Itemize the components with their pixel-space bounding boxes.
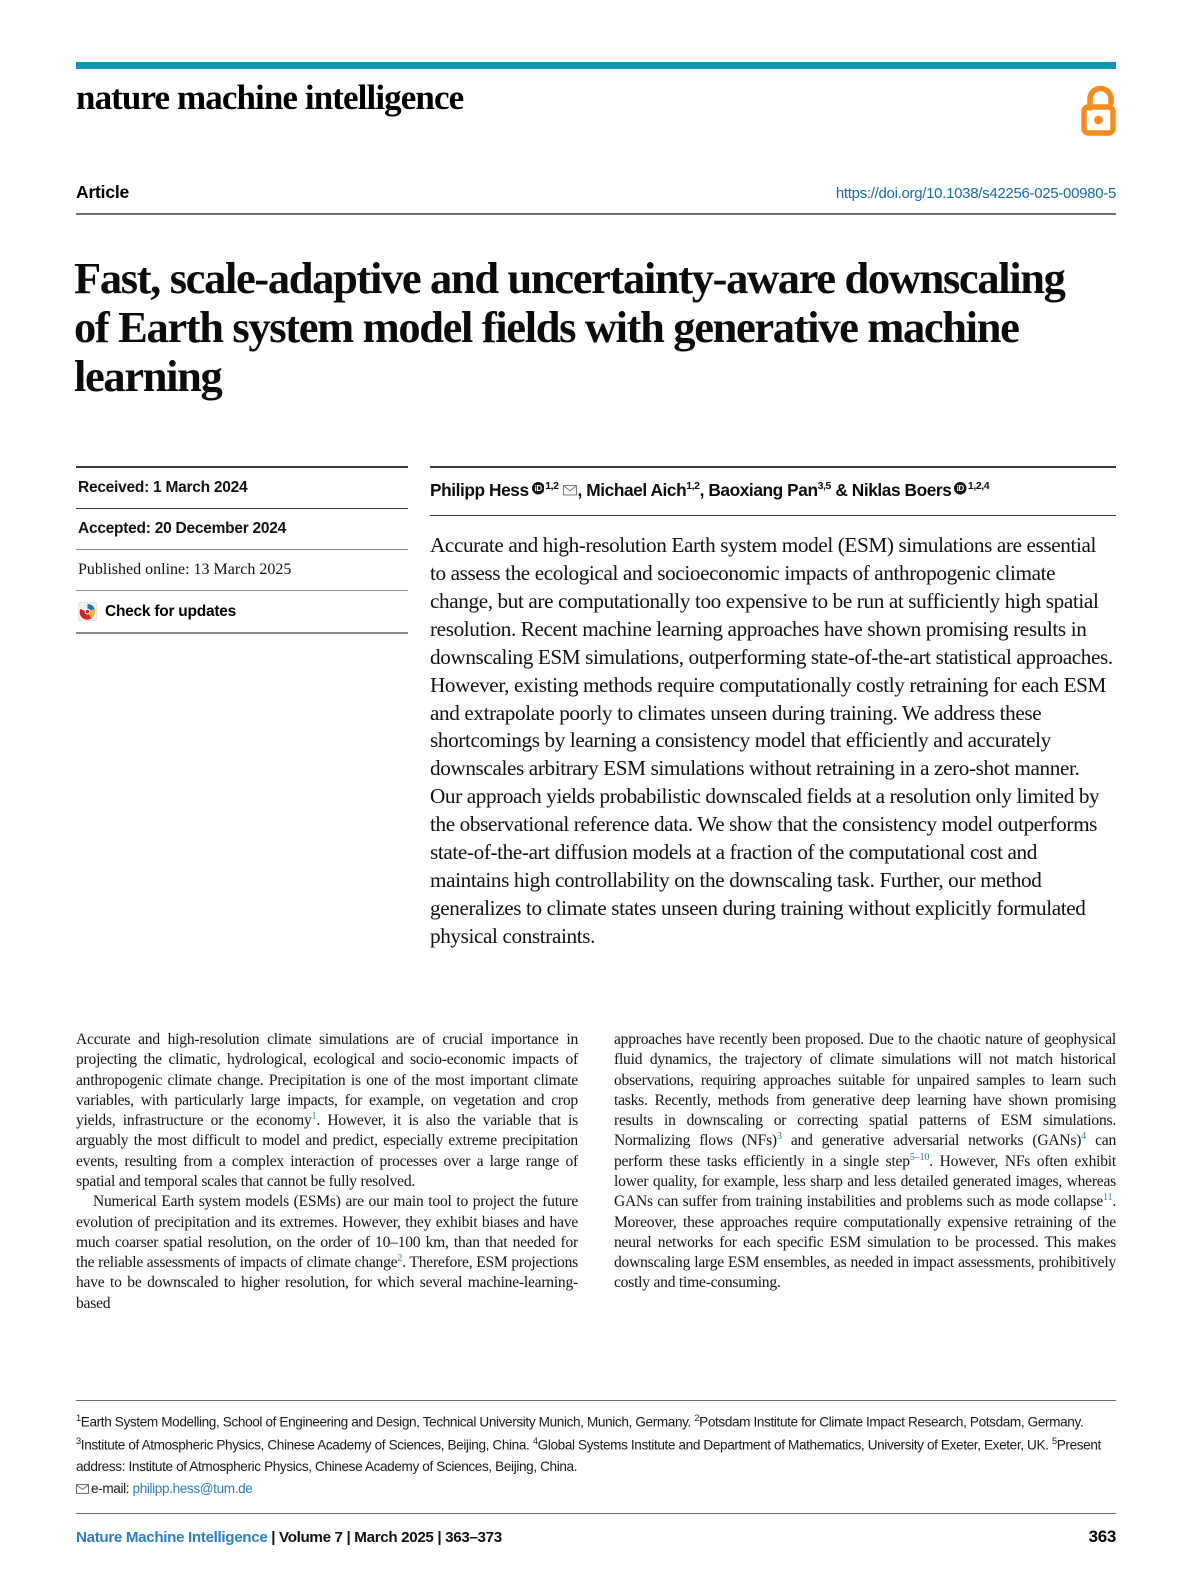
received-date: Received: 1 March 2024 (78, 478, 248, 496)
footer-journal-name[interactable]: Nature Machine Intelligence (76, 1529, 268, 1546)
email-label: e-mail: (91, 1481, 133, 1497)
author-sup-3: 3,5 (817, 479, 831, 492)
article-doi-row (76, 182, 1116, 203)
page-footer (76, 1527, 1116, 1547)
author-name-1: Philipp Hess (430, 479, 529, 500)
journal-masthead: nature machine intelligence (76, 78, 464, 117)
para-3-text-e: . Moreover, these approaches require computationally expensive retraining of the neural networks for each specific ESM simulation to be processed. This makes downscaling large ESM ensembles, as needed in impact assessments, prohibitively costly and time-consuming. (614, 1193, 1116, 1292)
affiliations-block (76, 1411, 1120, 1500)
affiliation-sup-5: 5 (1051, 1435, 1057, 1446)
para-1-text-a: Accurate and high-resolution climate simulations are of crucial importance in projecting the climatic, hydrological, ecological and socio-economic impacts of anthropogenic climate change. Precipitation is one of the most important climate variables, with particularly large impacts, for example, on vegetation and crop yields, infrastructure or the economy (76, 1031, 578, 1130)
email-link[interactable]: philipp.hess@tum.de (132, 1481, 253, 1497)
author-sup-1: 1,2 (545, 479, 559, 492)
para-3-text-b: and generative adversarial networks (GANs) (781, 1132, 1082, 1150)
envelope-icon (76, 1484, 89, 1494)
footer-divider (76, 1513, 1116, 1514)
author-sup-4: 1,2,4 (967, 479, 990, 492)
reference-marker[interactable]: 5–10 (909, 1151, 930, 1163)
author-name-3: , Baoxiang Pan (699, 479, 818, 500)
page-number: 363 (1088, 1527, 1116, 1546)
header-divider (76, 213, 1116, 215)
reference-marker[interactable]: 1 (311, 1110, 317, 1122)
check-for-updates-label: Check for updates (105, 602, 236, 620)
abstract-text: Accurate and high-resolution Earth system model (ESM) simulations are essential to assess the ecological and socioeconomic impacts of anthropogenic climate change, but are computationally too expensive to be run at sufficiently high spatial resolution. Recent machine learning approaches have shown promising results in downscaling ESM simulations, outperforming state-of-the-art statistical approaches. However, existing methods require computationally costly retraining for each ESM and extrapolate poorly to climates unseen during training. We address these shortcomings by learning a consistency model that efficiently and accurately downscales arbitrary ESM simulations without retraining in a zero-shot manner. Our approach yields probabilistic downscaled fields at a resolution only limited by the observational reference data. We show that the consistency model outperforms state-of-the-art diffusion models at a fraction of the computational cost and maintains high controllability on the downscaling task. Further, our method generalizes to climate states unseen during training without explicitly formulated physical constraints. (430, 533, 1113, 948)
affiliation-2: Potsdam Institute for Climate Impact Research, Potsdam, Germany. (699, 1414, 1084, 1430)
affiliation-sup-1: 1 (76, 1413, 81, 1423)
envelope-icon[interactable] (563, 485, 577, 496)
affiliation-sup-2: 2 (694, 1413, 700, 1423)
accepted-date: Accepted: 20 December 2024 (78, 520, 287, 537)
svg-text:iD: iD (534, 484, 542, 494)
affiliation-1: Earth System Modelling, School of Engineering and Design, Technical University Munich, Munich, Germany. (80, 1414, 695, 1430)
paragraph-intro-3 (614, 1030, 1116, 1294)
open-access-lock-icon (1080, 84, 1122, 136)
para-3-text-a: approaches have recently been proposed. Due to the chaotic nature of geophysical fluid dynamics, the trajectory of climate simulations will not match historical observations, requiring approaches suitable for unpaired samples to learn such tasks. Recently, methods from generative deep learning have shown promising results in downscaling or correcting spatial patterns of ESM simulations. Normalizing flows (NFs) (614, 1031, 1116, 1150)
paragraph-intro-1 (76, 1030, 578, 1192)
footer-volume-pages: | Volume 7 | March 2025 | 363–373 (267, 1529, 502, 1546)
reference-marker[interactable]: 3 (776, 1131, 782, 1143)
para-2-text-a: Numerical Earth system models (ESMs) are our main tool to project the future evolution of precipitation and its extremes. However, they exhibit biases and have much coarser spatial resolution, on the order of 10–100 km, than that needed for the reliable assessments of impacts of climate change (76, 1193, 578, 1272)
para-3-text-d: . However, NFs often exhibit lower quality, for example, less sharp and less detailed generated images, whereas GANs can suffer from training instabilities and problems such as mode collapse (614, 1152, 1116, 1211)
svg-text:iD: iD (957, 484, 965, 494)
para-1-text-b: . However, it is also the variable that is arguably the most difficult to model and predict, especially extreme precipitation events, resulting from a complex interaction of processes over a large range of spatial and temporal scales that cannot be fully resolved. (76, 1112, 578, 1190)
masthead-rule (76, 62, 1116, 69)
footer-citation (76, 1529, 502, 1546)
author-sup-2: 1,2 (686, 479, 700, 492)
reference-marker[interactable]: 11 (1102, 1192, 1113, 1204)
body-columns (76, 1030, 1116, 1314)
check-for-updates-button[interactable] (76, 591, 408, 632)
page-title: Fast, scale-adaptive and uncertainty-aware downscaling of Earth system model fields with generative machine learning (74, 252, 1065, 402)
author-list (430, 468, 1116, 515)
affiliation-3: Institute of Atmospheric Physics, Chinese Academy of Sciences, Beijing, China. (80, 1437, 533, 1453)
affiliation-4: Global Systems Institute and Department of Mathematics, University of Exeter, Exeter, UK. (537, 1437, 1052, 1453)
article-metadata (76, 466, 408, 634)
para-3-text-c: can perform these tasks efficiently in a single step (614, 1132, 1116, 1170)
orcid-icon[interactable] (532, 482, 545, 495)
crossmark-icon (78, 602, 97, 621)
published-date: Published online: 13 March 2025 (78, 561, 292, 579)
article-type-label: Article (76, 182, 130, 202)
reference-marker[interactable]: 2 (397, 1252, 403, 1264)
body-column-right (614, 1030, 1116, 1314)
para-2-text-b: . Therefore, ESM projections have to be downscaled to higher resolution, for which several machine-learning-based (76, 1254, 578, 1312)
corresponding-email-line (76, 1478, 1120, 1500)
paragraph-intro-2 (76, 1192, 578, 1314)
author-name-2: , Michael Aich (577, 479, 687, 500)
orcid-icon[interactable] (954, 482, 967, 495)
affiliation-sup-3: 3 (76, 1435, 81, 1446)
affiliation-5: Present address: Institute of Atmospheric Physics, Chinese Academy of Sciences, Beijing, China. (76, 1437, 1101, 1475)
body-column-left (76, 1030, 578, 1314)
authors-abstract-block (430, 466, 1116, 951)
author-name-4: & Niklas Boers (830, 479, 952, 500)
affiliations-divider (76, 1400, 1116, 1401)
affiliation-sup-4: 4 (532, 1435, 538, 1446)
doi-link[interactable]: https://doi.org/10.1038/s42256-025-00980-5 (835, 185, 1116, 202)
reference-marker[interactable]: 4 (1081, 1131, 1087, 1143)
meta-divider (76, 632, 408, 633)
